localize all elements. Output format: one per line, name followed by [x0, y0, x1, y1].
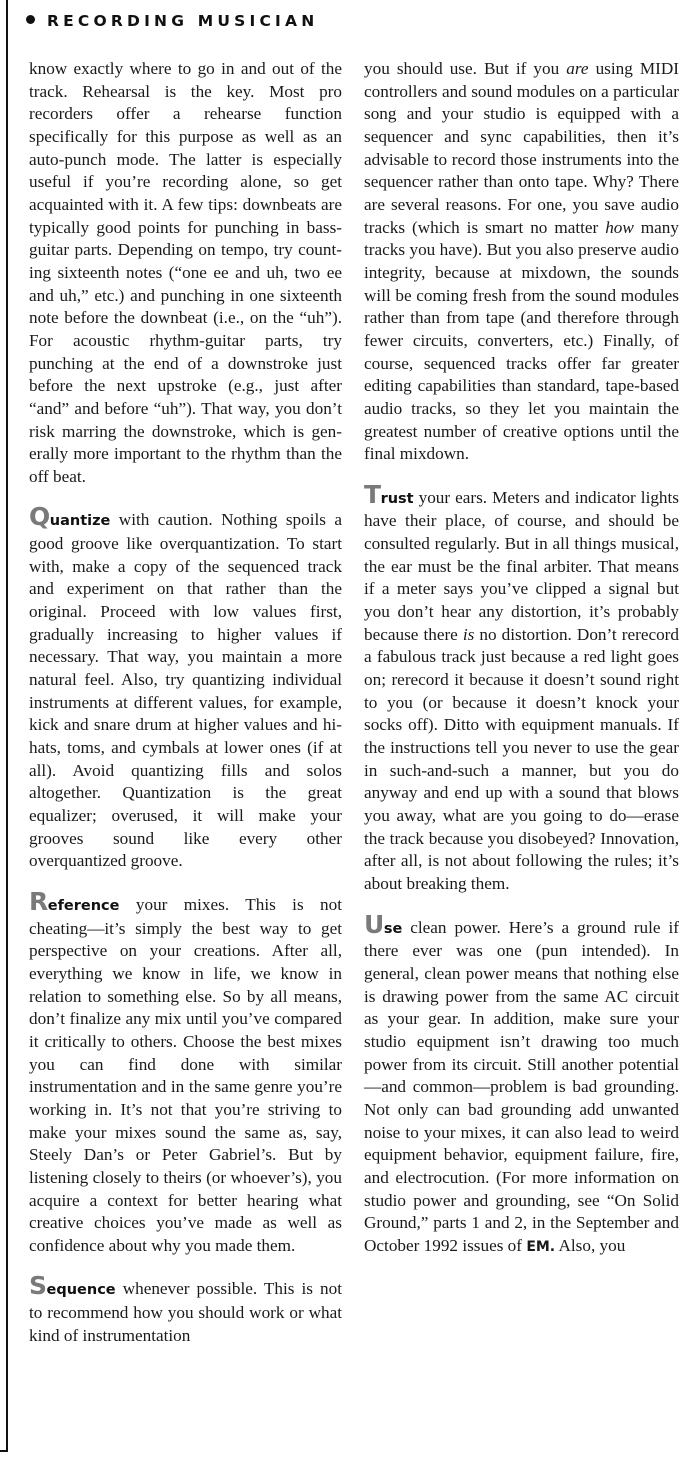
drop-cap: R: [29, 886, 48, 916]
paragraph-trust: [364, 479, 679, 896]
section-title: RECORDING MUSICIAN: [47, 12, 319, 30]
paragraph-text: your mixes. This is not cheating—it’s simply the best way to get perspective on your creations. After all, everything we know in life, we know in relation to something else. So by all means, don’t finalize any mix until you’ve compared it critically to others. Choose the best mixes you can find done with similar instrumentation and in the same genre you’re working in. It’s not that you’re striving to make your mixes sound the same as, say, Steely Dan’s or Peter Gabriel’s. But by listening closely to theirs (or whoever’s), you acquire a context for better hearing what creative choices you’ve made as well as confidence about why you made them.: [29, 894, 342, 1255]
drop-cap: U: [364, 909, 384, 939]
drop-cap: Q: [29, 502, 50, 532]
lead-word: eference: [47, 897, 120, 914]
bullet-icon: [26, 15, 35, 24]
lead-word: equence: [46, 1282, 116, 1299]
right-column: [364, 58, 679, 1276]
paragraph-text: whenever possible. This is not to recommend how you should work or what kind of instrumentation: [29, 1279, 342, 1345]
lead-word: se: [383, 920, 403, 937]
paragraph-text: you should use. But if you: [364, 59, 567, 78]
drop-cap: S: [29, 1271, 47, 1301]
paragraph-punch-in: [29, 58, 342, 488]
paragraph-text: with caution. Nothing spoils a good groove like overquantization. To start with, make a copy of the sequenced track and experiment on that rather than the original. Proceed with low values first, gradually increasing to higher values if necessary. That way, you maintain a more natural feel. Also, try quantizing individual instruments at different values, for example, kick and snare drum at higher values and hi-hats, toms, and cymbals at lower ones (if at all). Avoid quantizing fills and solos altogether. Quantization is the great equalizer; overused, it will make your grooves sound like every other overquantized groove.: [29, 510, 342, 871]
paragraph-text: know exactly where to go in and out of the track. Rehearsal is the key. Most pro recorders offer a rehearse function specifically for this purpose as well as an auto-punch mode. The latter is especially useful if you’re recording alone, so get acquainted with it. A few tips: downbeats are typically good points for punching in bass-guitar parts. Depending on tempo, try counting sixteenth notes (“one ee and uh, two ee and uh,” etc.) and punching in one sixteenth note before the downbeat (i.e., on the “uh”). For acoustic rhythm-guitar parts, try punching at the end of a downstroke just before the next upstroke (e.g., just after “and” and before “uh”). That way, you don’t risk marring the downstroke, which is generally more important to the rhythm than the off beat.: [29, 59, 342, 486]
paragraph-use: [364, 909, 679, 1259]
paragraph-quantize: [29, 502, 342, 873]
paragraph-text: Also, you: [555, 1235, 626, 1255]
emphasis: are: [566, 59, 589, 78]
paragraph-reference: [29, 886, 342, 1258]
paragraph-text: clean power. Here’s a ground rule if there ever was one (pun intended). In general, clean power means that nothing else is drawing power from the same AC circuit as your gear. In addition, make sure your studio equipment isn’t drawing too much power from its circuit. Still another potential—and common—problem is bad grounding. Not only can bad grounding add unwanted noise to your mixes, it can also lead to weird equipment behavior, equipment failure, fire, and electrocution. (For more information on studio power and grounding, see “On Solid Ground,” parts 1 and 2, in the September and October 1992 issues of: [364, 917, 679, 1255]
paragraph-text: no distortion. Don’t rerecord a fabulous track just because a red light goes on; rerecord it because it doesn’t sound right to you (or because it doesn’t knock your socks off). Ditto with equipment manuals. If the instructions tell you never to use the gear in such-and-such a manner, but you do anyway and end up with a sound that blows you away, what are you going to do—erase the track because you disobeyed? Innovation, after all, is not about following the rules; it’s about breaking them.: [364, 624, 679, 893]
lead-word: uantize: [49, 513, 111, 530]
emphasis: is: [462, 624, 475, 644]
section-header: [26, 12, 318, 30]
em-magazine-logo: EM.: [526, 1238, 556, 1255]
paragraph-text: using MIDI controllers and sound modules on a particular song and your studio is equipped with a sequencer and sync capabilities, then it’s advisable to record those instruments into the sequencer rather than onto tape. Why? There are several reasons. For one, you save audio tracks (which is smart no matter: [364, 59, 679, 237]
paragraph-sequence-continued: [364, 58, 679, 466]
paragraph-sequence: [29, 1271, 342, 1347]
lead-word: rust: [380, 490, 414, 507]
page-border-rule: [0, 0, 8, 1452]
paragraph-text: your ears. Meters and indicator lights have their place, of course, and should be consulted regularly. But in all things musical, the ear must be the final arbiter. That means if a meter says you’ve clipped a signal but you don’t hear any distortion, it’s probably because there: [364, 487, 679, 644]
emphasis: how: [605, 217, 634, 237]
paragraph-text: many tracks you have). But you also preserve audio integrity, because at mixdown, the sounds will be coming fresh from the sound modules rather than from tape (and therefore through fewer circuits, converters, etc.) Finally, of course, sequenced tracks offer far greater editing capabilities than standard, tape-based audio tracks, so they let you maintain the greatest number of creative options until the final mixdown.: [364, 217, 679, 464]
left-column: [29, 58, 342, 1365]
drop-cap: T: [364, 479, 381, 509]
